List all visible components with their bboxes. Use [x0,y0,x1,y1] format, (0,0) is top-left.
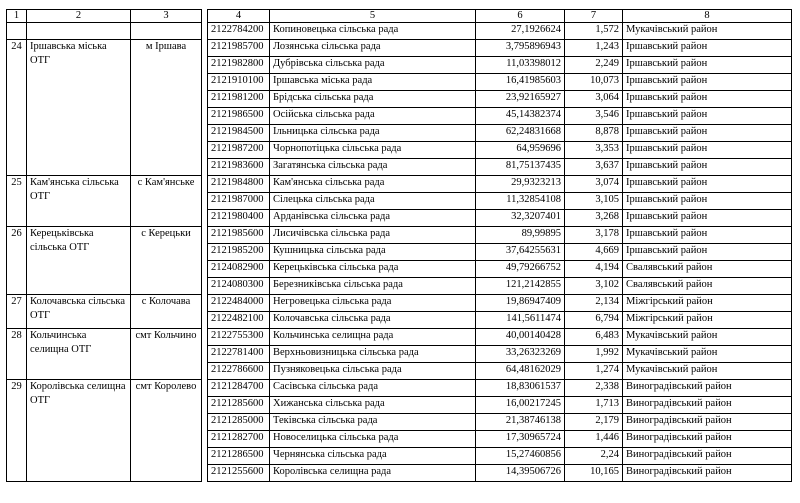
density-value: 6,483 [565,329,623,346]
area-value: 21,38746138 [476,414,565,431]
district-name: Іршавський район [623,125,792,142]
koatuu-code: 2124080300 [208,278,270,295]
density-value: 10,165 [565,465,623,482]
koatuu-code: 2121985200 [208,244,270,261]
district-name: Міжгірський район [623,312,792,329]
density-value: 10,073 [565,74,623,91]
koatuu-code: 2121982800 [208,57,270,74]
table-row [208,40,792,57]
header-col-1: 1 [7,10,27,23]
area-value: 3,795896943 [476,40,565,57]
council-name: Королівська селищна рада [270,465,476,482]
council-name: Дубрівська сільська рада [270,57,476,74]
group-number: 29 [7,380,27,482]
area-value: 29,9323213 [476,176,565,193]
table-row [208,74,792,91]
koatuu-code: 2121910100 [208,74,270,91]
density-value: 2,134 [565,295,623,312]
council-name: Брідська сільська рада [270,91,476,108]
area-value: 32,3207401 [476,210,565,227]
header-col-8: 8 [623,10,792,23]
density-value: 1,243 [565,40,623,57]
density-value: 3,178 [565,227,623,244]
density-value: 2,249 [565,57,623,74]
table-row [208,397,792,414]
district-name: Виноградівський район [623,414,792,431]
table-row [208,329,792,346]
right-table-body [208,10,792,482]
district-name: Мукачівський район [623,346,792,363]
group-number: 28 [7,329,27,380]
header-col-4: 4 [208,10,270,23]
density-value: 3,637 [565,159,623,176]
council-name: Копиновецька сільська рада [270,23,476,40]
area-value: 64,48162029 [476,363,565,380]
table-row [208,108,792,125]
koatuu-code: 2121285600 [208,397,270,414]
table-row [208,431,792,448]
table-row [208,227,792,244]
density-value: 4,194 [565,261,623,278]
table-row [208,448,792,465]
header-col-7: 7 [565,10,623,23]
header-col-3: 3 [131,10,202,23]
density-value: 1,446 [565,431,623,448]
density-value: 3,353 [565,142,623,159]
table-row [208,278,792,295]
area-value: 11,32854108 [476,193,565,210]
group-center [131,23,202,40]
left-group-row [7,295,202,329]
left-group-row [7,329,202,380]
council-name: Ільницька сільська рада [270,125,476,142]
density-value: 1,992 [565,346,623,363]
koatuu-code: 2121285000 [208,414,270,431]
group-name: Кам'янська сільська ОТГ [27,176,131,227]
table-row [208,363,792,380]
koatuu-code: 2121981200 [208,91,270,108]
council-name: Верхньовизницька сільська рада [270,346,476,363]
koatuu-code: 2121985600 [208,227,270,244]
group-center: с Колочава [131,295,202,329]
left-group-row [7,227,202,295]
district-name: Мукачівський район [623,363,792,380]
group-name [27,23,131,40]
density-value: 2,24 [565,448,623,465]
table-row [208,91,792,108]
area-value: 62,24831668 [476,125,565,142]
koatuu-code: 2122482100 [208,312,270,329]
left-group-row [7,23,202,40]
district-name: Іршавський район [623,108,792,125]
group-number: 27 [7,295,27,329]
group-number: 26 [7,227,27,295]
council-name: Сасівська сільська рада [270,380,476,397]
table-row [208,261,792,278]
area-value: 33,26323269 [476,346,565,363]
area-value: 64,959696 [476,142,565,159]
left-group-row [7,380,202,482]
table-row [208,57,792,74]
koatuu-code: 2121983600 [208,159,270,176]
district-name: Мукачівський район [623,329,792,346]
area-value: 11,03398012 [476,57,565,74]
area-value: 49,79266752 [476,261,565,278]
table-row [208,244,792,261]
group-name: Колочавська сільська ОТГ [27,295,131,329]
area-value: 121,2142855 [476,278,565,295]
koatuu-code: 2121984500 [208,125,270,142]
table-row [208,159,792,176]
area-value: 23,92165927 [476,91,565,108]
district-name: Іршавський район [623,193,792,210]
district-name: Іршавський район [623,40,792,57]
council-name: Чорнопотіцька сільська рада [270,142,476,159]
district-name: Свалявський район [623,278,792,295]
group-name: Керецьківська сільська ОТГ [27,227,131,295]
council-name: Колочавська сільська рада [270,312,476,329]
header-col-6: 6 [476,10,565,23]
council-name: Пузняковецька сільська рада [270,363,476,380]
district-name: Виноградівський район [623,465,792,482]
council-name: Сілецька сільська рада [270,193,476,210]
group-name: Королівська селищна ОТГ [27,380,131,482]
density-value: 2,179 [565,414,623,431]
koatuu-code: 2121255600 [208,465,270,482]
district-name: Іршавський район [623,244,792,261]
council-name: Лисичівська сільська рада [270,227,476,244]
council-name: Керецьківська сільська рада [270,261,476,278]
table-row [208,193,792,210]
group-number [7,23,27,40]
table-row [208,312,792,329]
council-name: Кам'янська сільська рада [270,176,476,193]
table-row [208,125,792,142]
district-name: Виноградівський район [623,380,792,397]
council-name: Лозянська сільська рада [270,40,476,57]
district-name: Іршавський район [623,227,792,244]
council-name: Новоселицька сільська рада [270,431,476,448]
area-value: 16,41985603 [476,74,565,91]
district-name: Іршавський район [623,57,792,74]
area-value: 27,1926624 [476,23,565,40]
table-row [208,346,792,363]
left-table [6,9,202,482]
density-value: 4,669 [565,244,623,261]
koatuu-code: 2121987000 [208,193,270,210]
koatuu-code: 2122755300 [208,329,270,346]
table-row [208,176,792,193]
area-value: 15,27460856 [476,448,565,465]
density-value: 3,105 [565,193,623,210]
council-name: Березниківська сільська рада [270,278,476,295]
council-name: Загатянська сільська рада [270,159,476,176]
district-name: Іршавський район [623,159,792,176]
area-value: 17,30965724 [476,431,565,448]
left-header-row [7,10,202,23]
council-name: Іршавська міська рада [270,74,476,91]
density-value: 3,102 [565,278,623,295]
district-name: Іршавський район [623,210,792,227]
table-row [208,414,792,431]
header-col-2: 2 [27,10,131,23]
left-group-row [7,40,202,176]
area-value: 81,75137435 [476,159,565,176]
district-name: Виноградівський район [623,397,792,414]
table-row [208,210,792,227]
koatuu-code: 2121980400 [208,210,270,227]
density-value: 1,274 [565,363,623,380]
table-row [208,142,792,159]
koatuu-code: 2122784200 [208,23,270,40]
area-value: 18,83061537 [476,380,565,397]
density-value: 1,572 [565,23,623,40]
council-name: Чернянська сільська рада [270,448,476,465]
koatuu-code: 2121985700 [208,40,270,57]
left-group-row [7,176,202,227]
density-value: 3,074 [565,176,623,193]
right-table [207,9,792,482]
table-row [208,295,792,312]
density-value: 6,794 [565,312,623,329]
group-center: смт Королево [131,380,202,482]
density-value: 8,878 [565,125,623,142]
area-value: 89,99895 [476,227,565,244]
area-value: 40,00140428 [476,329,565,346]
district-name: Виноградівський район [623,448,792,465]
density-value: 2,338 [565,380,623,397]
koatuu-code: 2122484000 [208,295,270,312]
council-name: Осійська сільська рада [270,108,476,125]
koatuu-code: 2121284700 [208,380,270,397]
group-number: 25 [7,176,27,227]
council-name: Теківська сільська рада [270,414,476,431]
group-center: м Іршава [131,40,202,176]
table-row [208,380,792,397]
density-value: 3,268 [565,210,623,227]
council-name: Кушницька сільська рада [270,244,476,261]
council-name: Арданівська сільська рада [270,210,476,227]
district-name: Свалявський район [623,261,792,278]
density-value: 1,713 [565,397,623,414]
council-name: Хижанська сільська рада [270,397,476,414]
district-name: Виноградівський район [623,431,792,448]
area-value: 45,14382374 [476,108,565,125]
koatuu-code: 2124082900 [208,261,270,278]
table-row [208,465,792,482]
area-value: 19,86947409 [476,295,565,312]
council-name: Негровецька сільська рада [270,295,476,312]
koatuu-code: 2121987200 [208,142,270,159]
group-number: 24 [7,40,27,176]
area-value: 16,00217245 [476,397,565,414]
table-row [208,23,792,40]
density-value: 3,064 [565,91,623,108]
koatuu-code: 2122781400 [208,346,270,363]
group-center: с Керецьки [131,227,202,295]
koatuu-code: 2121286500 [208,448,270,465]
koatuu-code: 2122786600 [208,363,270,380]
area-value: 14,39506726 [476,465,565,482]
group-center: с Кам'янське [131,176,202,227]
left-table-body [7,10,202,482]
group-center: смт Кольчино [131,329,202,380]
district-name: Мукачівський район [623,23,792,40]
district-name: Міжгірський район [623,295,792,312]
right-header-row [208,10,792,23]
koatuu-code: 2121282700 [208,431,270,448]
area-value: 37,64255631 [476,244,565,261]
district-name: Іршавський район [623,176,792,193]
group-name: Кольчинська селищна ОТГ [27,329,131,380]
council-name: Кольчинська селищна рада [270,329,476,346]
district-name: Іршавський район [623,74,792,91]
header-col-5: 5 [270,10,476,23]
koatuu-code: 2121986500 [208,108,270,125]
density-value: 3,546 [565,108,623,125]
group-name: Іршавська міська ОТГ [27,40,131,176]
area-value: 141,5611474 [476,312,565,329]
district-name: Іршавський район [623,142,792,159]
district-name: Іршавський район [623,91,792,108]
koatuu-code: 2121984800 [208,176,270,193]
